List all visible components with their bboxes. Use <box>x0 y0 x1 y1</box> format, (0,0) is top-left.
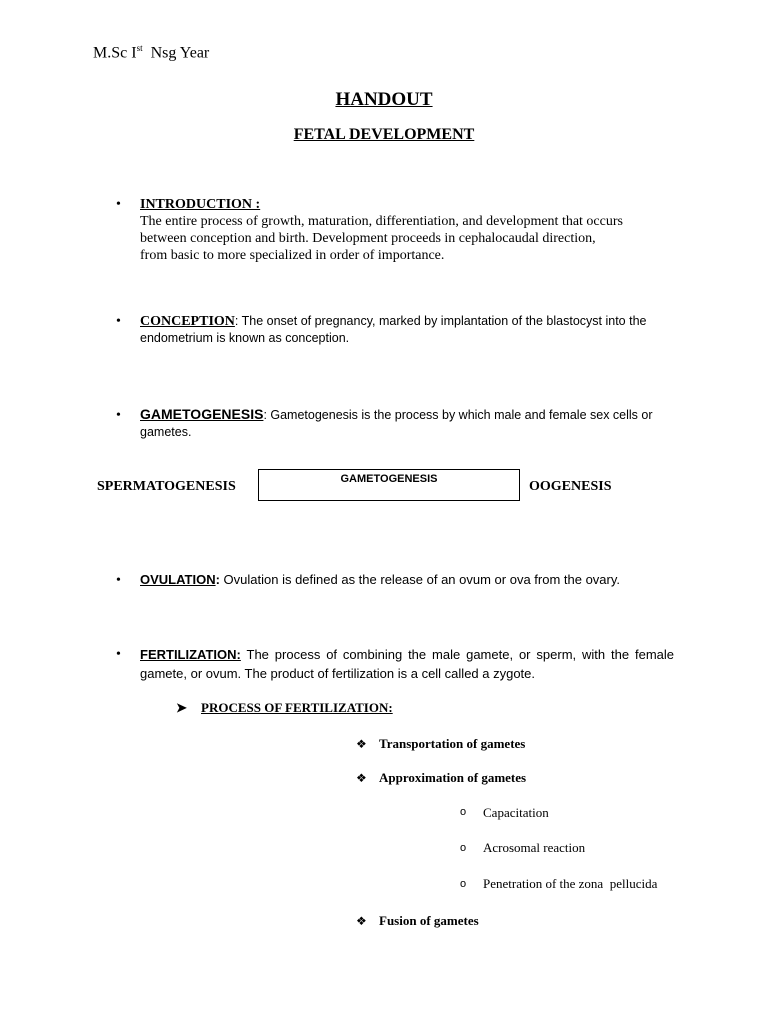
course-label: M.Sc I <box>93 44 137 62</box>
gametogenesis-box <box>258 469 520 501</box>
ovulation-text: Ovulation is defined as the release of an ovum or ova from the ovary. <box>219 572 621 587</box>
spermatogenesis-label: SPERMATOGENESIS <box>97 479 236 494</box>
bullet-icon: • <box>116 408 121 423</box>
conception-text: : The onset of pregnancy, marked by implantation of the blastocyst into the endometrium is known as conception. <box>140 314 647 345</box>
process-item-1: Transportation of gametes <box>379 736 526 751</box>
introduction-line-2: between conception and birth. Development proceeds in cephalocaudal direction, <box>140 231 596 246</box>
ovulation-heading: OVULATION <box>140 572 216 587</box>
subitem-acrosomal-reaction: Acrosomal reaction <box>483 840 586 855</box>
introduction-heading: INTRODUCTION : <box>140 197 261 212</box>
process-item-3: Fusion of gametes <box>379 913 479 928</box>
fertilization-section <box>140 645 674 683</box>
bullet-icon: • <box>116 314 121 329</box>
circle-icon: o <box>460 878 467 890</box>
bullet-icon: • <box>116 647 121 662</box>
arrow-icon: ➤ <box>176 700 187 715</box>
ovulation-colon: : <box>215 572 220 587</box>
conception-heading: CONCEPTION <box>140 314 235 329</box>
introduction-section <box>140 196 674 264</box>
bullet-icon: • <box>116 573 121 588</box>
subitem-capacitation: Capacitation <box>483 805 549 820</box>
oogenesis-label: OOGENESIS <box>529 479 612 494</box>
gametogenesis-section <box>140 406 674 441</box>
gametogenesis-text: : Gametogenesis is the process by which male and female sex cells or gametes. <box>140 408 653 439</box>
introduction-line-1: The entire process of growth, maturation, differentiation, and development that occurs <box>140 214 623 229</box>
circle-icon: o <box>460 806 467 818</box>
diamond-icon: ❖ <box>356 914 367 928</box>
gametogenesis-box-label: GAMETOGENESIS <box>340 473 438 485</box>
ovulation-section <box>140 571 674 588</box>
gametogenesis-heading: GAMETOGENESIS <box>140 406 264 422</box>
subitem-zona-pellucida: Penetration of the zona pellucida <box>483 876 658 891</box>
page-subtitle: FETAL DEVELOPMENT <box>293 126 475 143</box>
bullet-icon: • <box>116 197 121 212</box>
diamond-icon: ❖ <box>356 771 367 785</box>
conception-section <box>140 313 674 347</box>
course-superscript: st <box>136 43 143 53</box>
process-item-2: Approximation of gametes <box>379 770 527 785</box>
course-year: Nsg Year <box>142 44 210 62</box>
fertilization-heading: FERTILIZATION: <box>140 647 241 662</box>
circle-icon: o <box>460 842 467 854</box>
fertilization-text: The process of combining the male gamete, or sperm, with the female gamete, or ovum. The product of fertilization is a cell called a zygote. <box>140 647 674 681</box>
introduction-line-3: from basic to more specialized in order of importance. <box>140 248 445 263</box>
diamond-icon: ❖ <box>356 737 367 751</box>
course-header <box>93 43 209 62</box>
page-title: HANDOUT <box>335 89 433 110</box>
process-heading: PROCESS OF FERTILIZATION: <box>201 700 393 715</box>
